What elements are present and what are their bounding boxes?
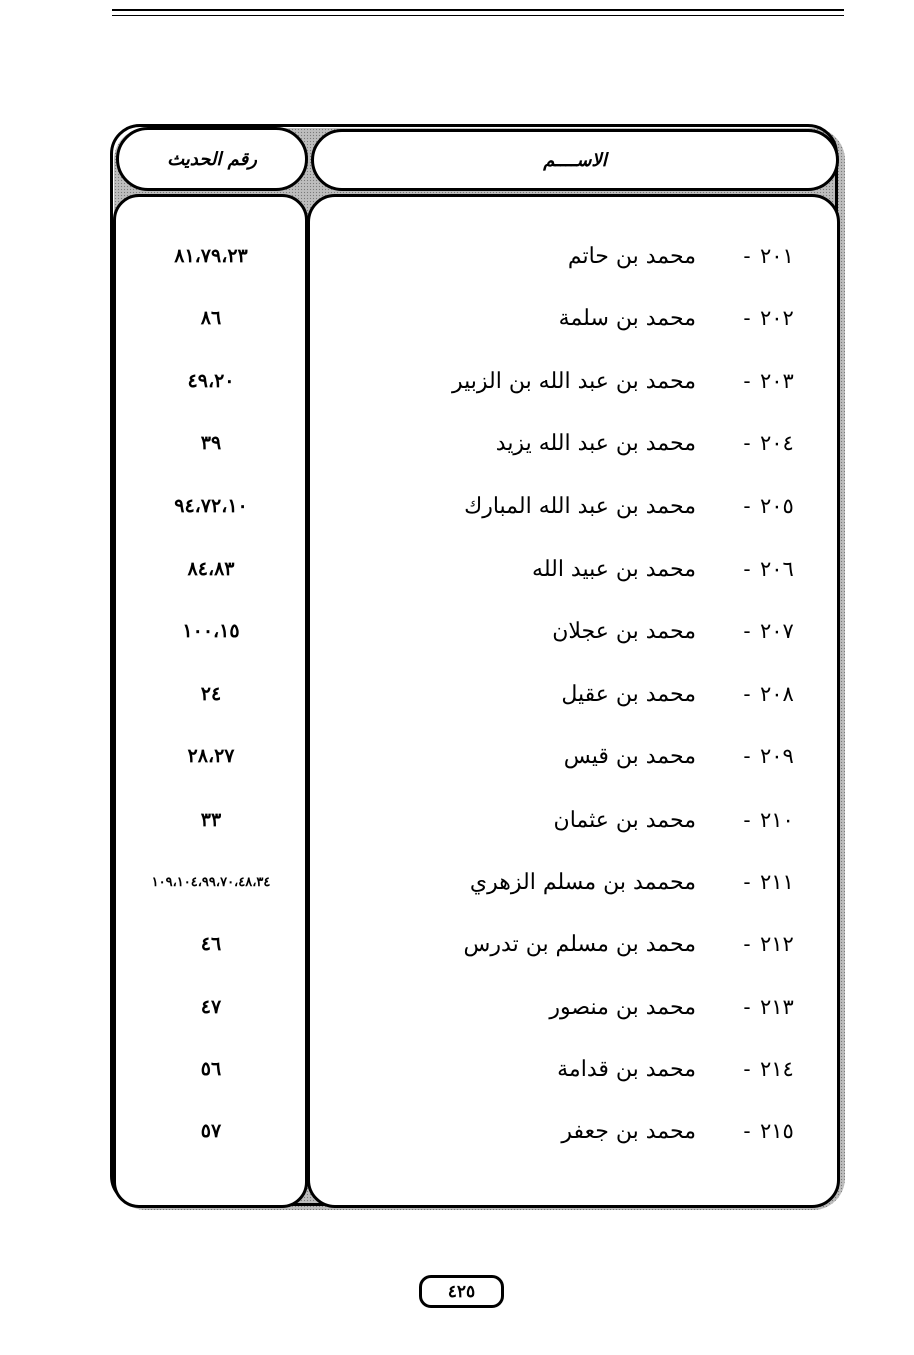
- row-dash: -: [743, 932, 751, 956]
- row-number: ٢٠٨: [760, 682, 794, 706]
- hadith-numbers: ٥٧: [200, 1120, 222, 1142]
- hadith-numbers: ٤٧: [200, 996, 222, 1018]
- narrator-name: محمد بن عبد الله المبارك: [464, 493, 696, 519]
- row-dash: -: [743, 244, 751, 268]
- row-number: ٢٠٦: [760, 557, 794, 581]
- row-dash: -: [743, 870, 751, 894]
- page-number-label: ٤٢٥: [447, 1281, 476, 1302]
- hadith-numbers: ٤٩،٢٠: [187, 370, 235, 392]
- row-dash: -: [743, 1057, 751, 1081]
- row-dash: -: [743, 682, 751, 706]
- narrator-name: محمد بن منصور: [549, 994, 696, 1020]
- name-column-header-label: الاســــم: [543, 149, 607, 171]
- page-number: [419, 1275, 504, 1308]
- narrator-name: محمد بن مسلم بن تدرس: [463, 931, 696, 957]
- table-row: [0, 486, 914, 526]
- hadith-numbers: ١٠٩،١٠٤،٩٩،٧٠،٤٨،٣٤: [151, 874, 271, 890]
- table-row: [0, 987, 914, 1027]
- row-number: ٢١١: [760, 870, 794, 894]
- row-dash: -: [743, 306, 751, 330]
- narrator-name: محمد بن عقيل: [561, 681, 696, 707]
- row-number: ٢١٥: [760, 1119, 794, 1143]
- table-row: [0, 423, 914, 463]
- narrator-name: محمد بن قيس: [563, 743, 696, 769]
- table-row: [0, 674, 914, 714]
- table-row: [0, 236, 914, 276]
- row-number: ٢١٤: [760, 1057, 794, 1081]
- table-row: [0, 361, 914, 401]
- table-row: [0, 800, 914, 840]
- hadith-numbers: ٢٨،٢٧: [187, 745, 235, 767]
- table-row: [0, 611, 914, 651]
- table-row: [0, 924, 914, 964]
- row-number: ٢٠٤: [760, 431, 794, 455]
- header-rule: [112, 9, 844, 11]
- row-dash: -: [743, 1119, 751, 1143]
- table-row: [0, 862, 914, 902]
- hadith-numbers: ١٠٠،١٥: [182, 620, 240, 642]
- hadith-numbers: ٣٩: [200, 432, 222, 454]
- table-row: [0, 736, 914, 776]
- table-row: [0, 549, 914, 589]
- narrator-name: محمد بن جعفر: [561, 1118, 696, 1144]
- row-number: ٢١٠: [760, 808, 794, 832]
- row-number: ٢٠٣: [760, 369, 794, 393]
- table-row: [0, 1049, 914, 1089]
- row-number: ٢٠١: [760, 244, 794, 268]
- row-dash: -: [743, 557, 751, 581]
- name-column-header: [311, 129, 839, 191]
- narrator-name: محمد بن عثمان: [553, 807, 696, 833]
- narrator-name: محمد بن حاتم: [567, 243, 696, 269]
- table-row: [0, 1111, 914, 1151]
- row-dash: -: [743, 808, 751, 832]
- row-number: ٢٠٩: [760, 744, 794, 768]
- hadith-numbers: ٨٤،٨٣: [187, 558, 235, 580]
- row-dash: -: [743, 995, 751, 1019]
- narrator-name: محمد بن سلمة: [558, 305, 696, 331]
- hadith-numbers: ٣٣: [200, 809, 222, 831]
- narrator-name: محمد بن عجلان: [552, 618, 696, 644]
- hadith-numbers: ٨٦: [200, 307, 222, 329]
- narrator-name: محمد بن عبد الله بن الزبير: [451, 368, 696, 394]
- row-dash: -: [743, 431, 751, 455]
- narrator-name: محمد بن عبيد الله: [532, 556, 696, 582]
- row-number: ٢٠٢: [760, 306, 794, 330]
- narrator-name: محممد بن مسلم الزهري: [469, 869, 696, 895]
- row-dash: -: [743, 744, 751, 768]
- hadith-numbers: ٥٦: [200, 1058, 222, 1080]
- refs-column-header-label: رقم الحديث: [167, 148, 257, 170]
- row-number: ٢١٣: [760, 995, 794, 1019]
- hadith-numbers: ٢٤: [200, 683, 222, 705]
- hadith-numbers: ٨١،٧٩،٢٣: [174, 245, 248, 267]
- hadith-numbers: ٩٤،٧٢،١٠: [174, 495, 248, 517]
- row-dash: -: [743, 369, 751, 393]
- row-number: ٢١٢: [760, 932, 794, 956]
- table-row: [0, 298, 914, 338]
- row-dash: -: [743, 494, 751, 518]
- row-dash: -: [743, 619, 751, 643]
- narrator-name: محمد بن قدامة: [557, 1056, 696, 1082]
- row-number: ٢٠٧: [760, 619, 794, 643]
- refs-column-header: [116, 127, 308, 191]
- hadith-numbers: ٤٦: [200, 933, 222, 955]
- narrator-name: محمد بن عبد الله يزيد: [495, 430, 696, 456]
- row-number: ٢٠٥: [760, 494, 794, 518]
- header-rule-thin: [112, 15, 844, 16]
